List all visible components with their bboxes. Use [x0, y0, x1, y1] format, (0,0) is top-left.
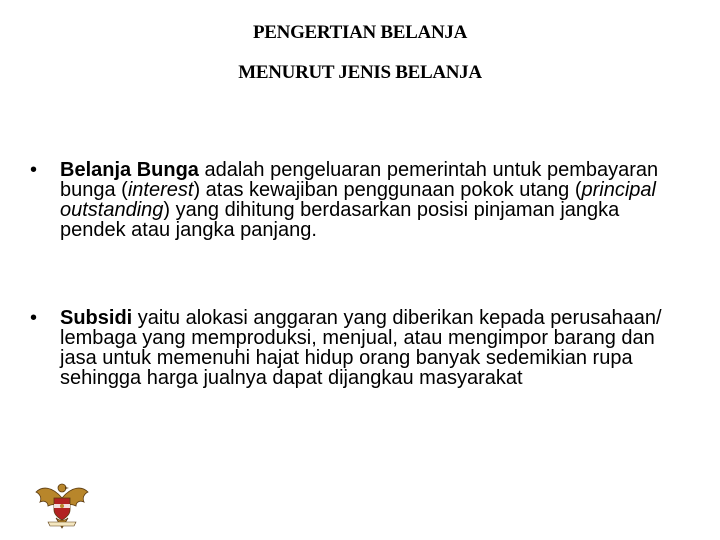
slide-title-line-1: PENGERTIAN BELANJA — [252, 22, 468, 43]
bullet-text-part: adalah pengeluaran pemerintah untuk pembayaran bunga ( — [60, 159, 659, 201]
bullet-subsidi — [30, 308, 690, 388]
bullet-text — [60, 160, 690, 240]
bullet-text-part: ) atas kewajiban penggunaan pokok utang ( — [193, 179, 582, 201]
bullet-symbol: • — [30, 307, 38, 329]
bullet-text — [60, 308, 690, 388]
bullet-symbol: • — [30, 159, 38, 181]
slide-title-line-2: MENURUT JENIS BELANJA — [238, 62, 482, 83]
bullet-belanja-bunga — [30, 160, 690, 240]
bullet-text-part: ) yang dihitung berdasarkan posisi pinjaman jangka pendek atau jangka panjang. — [60, 199, 620, 241]
bullet-term: Subsidi — [60, 307, 133, 329]
bullet-italic-term: principal outstanding — [60, 179, 656, 221]
bullet-text-part: yaitu alokasi anggaran yang diberikan kepada perusahaan/ lembaga yang memproduksi, menjual, atau mengimpor barang dan jasa untuk memenuhi hajat hidup orang banyak sedemikian rupa sehingga harga jualnya dapat dijangkau masyarakat — [60, 307, 662, 389]
bullet-italic-term: interest — [127, 179, 194, 201]
garuda-emblem-icon — [34, 476, 90, 532]
bullet-term: Belanja Bunga — [60, 159, 199, 181]
